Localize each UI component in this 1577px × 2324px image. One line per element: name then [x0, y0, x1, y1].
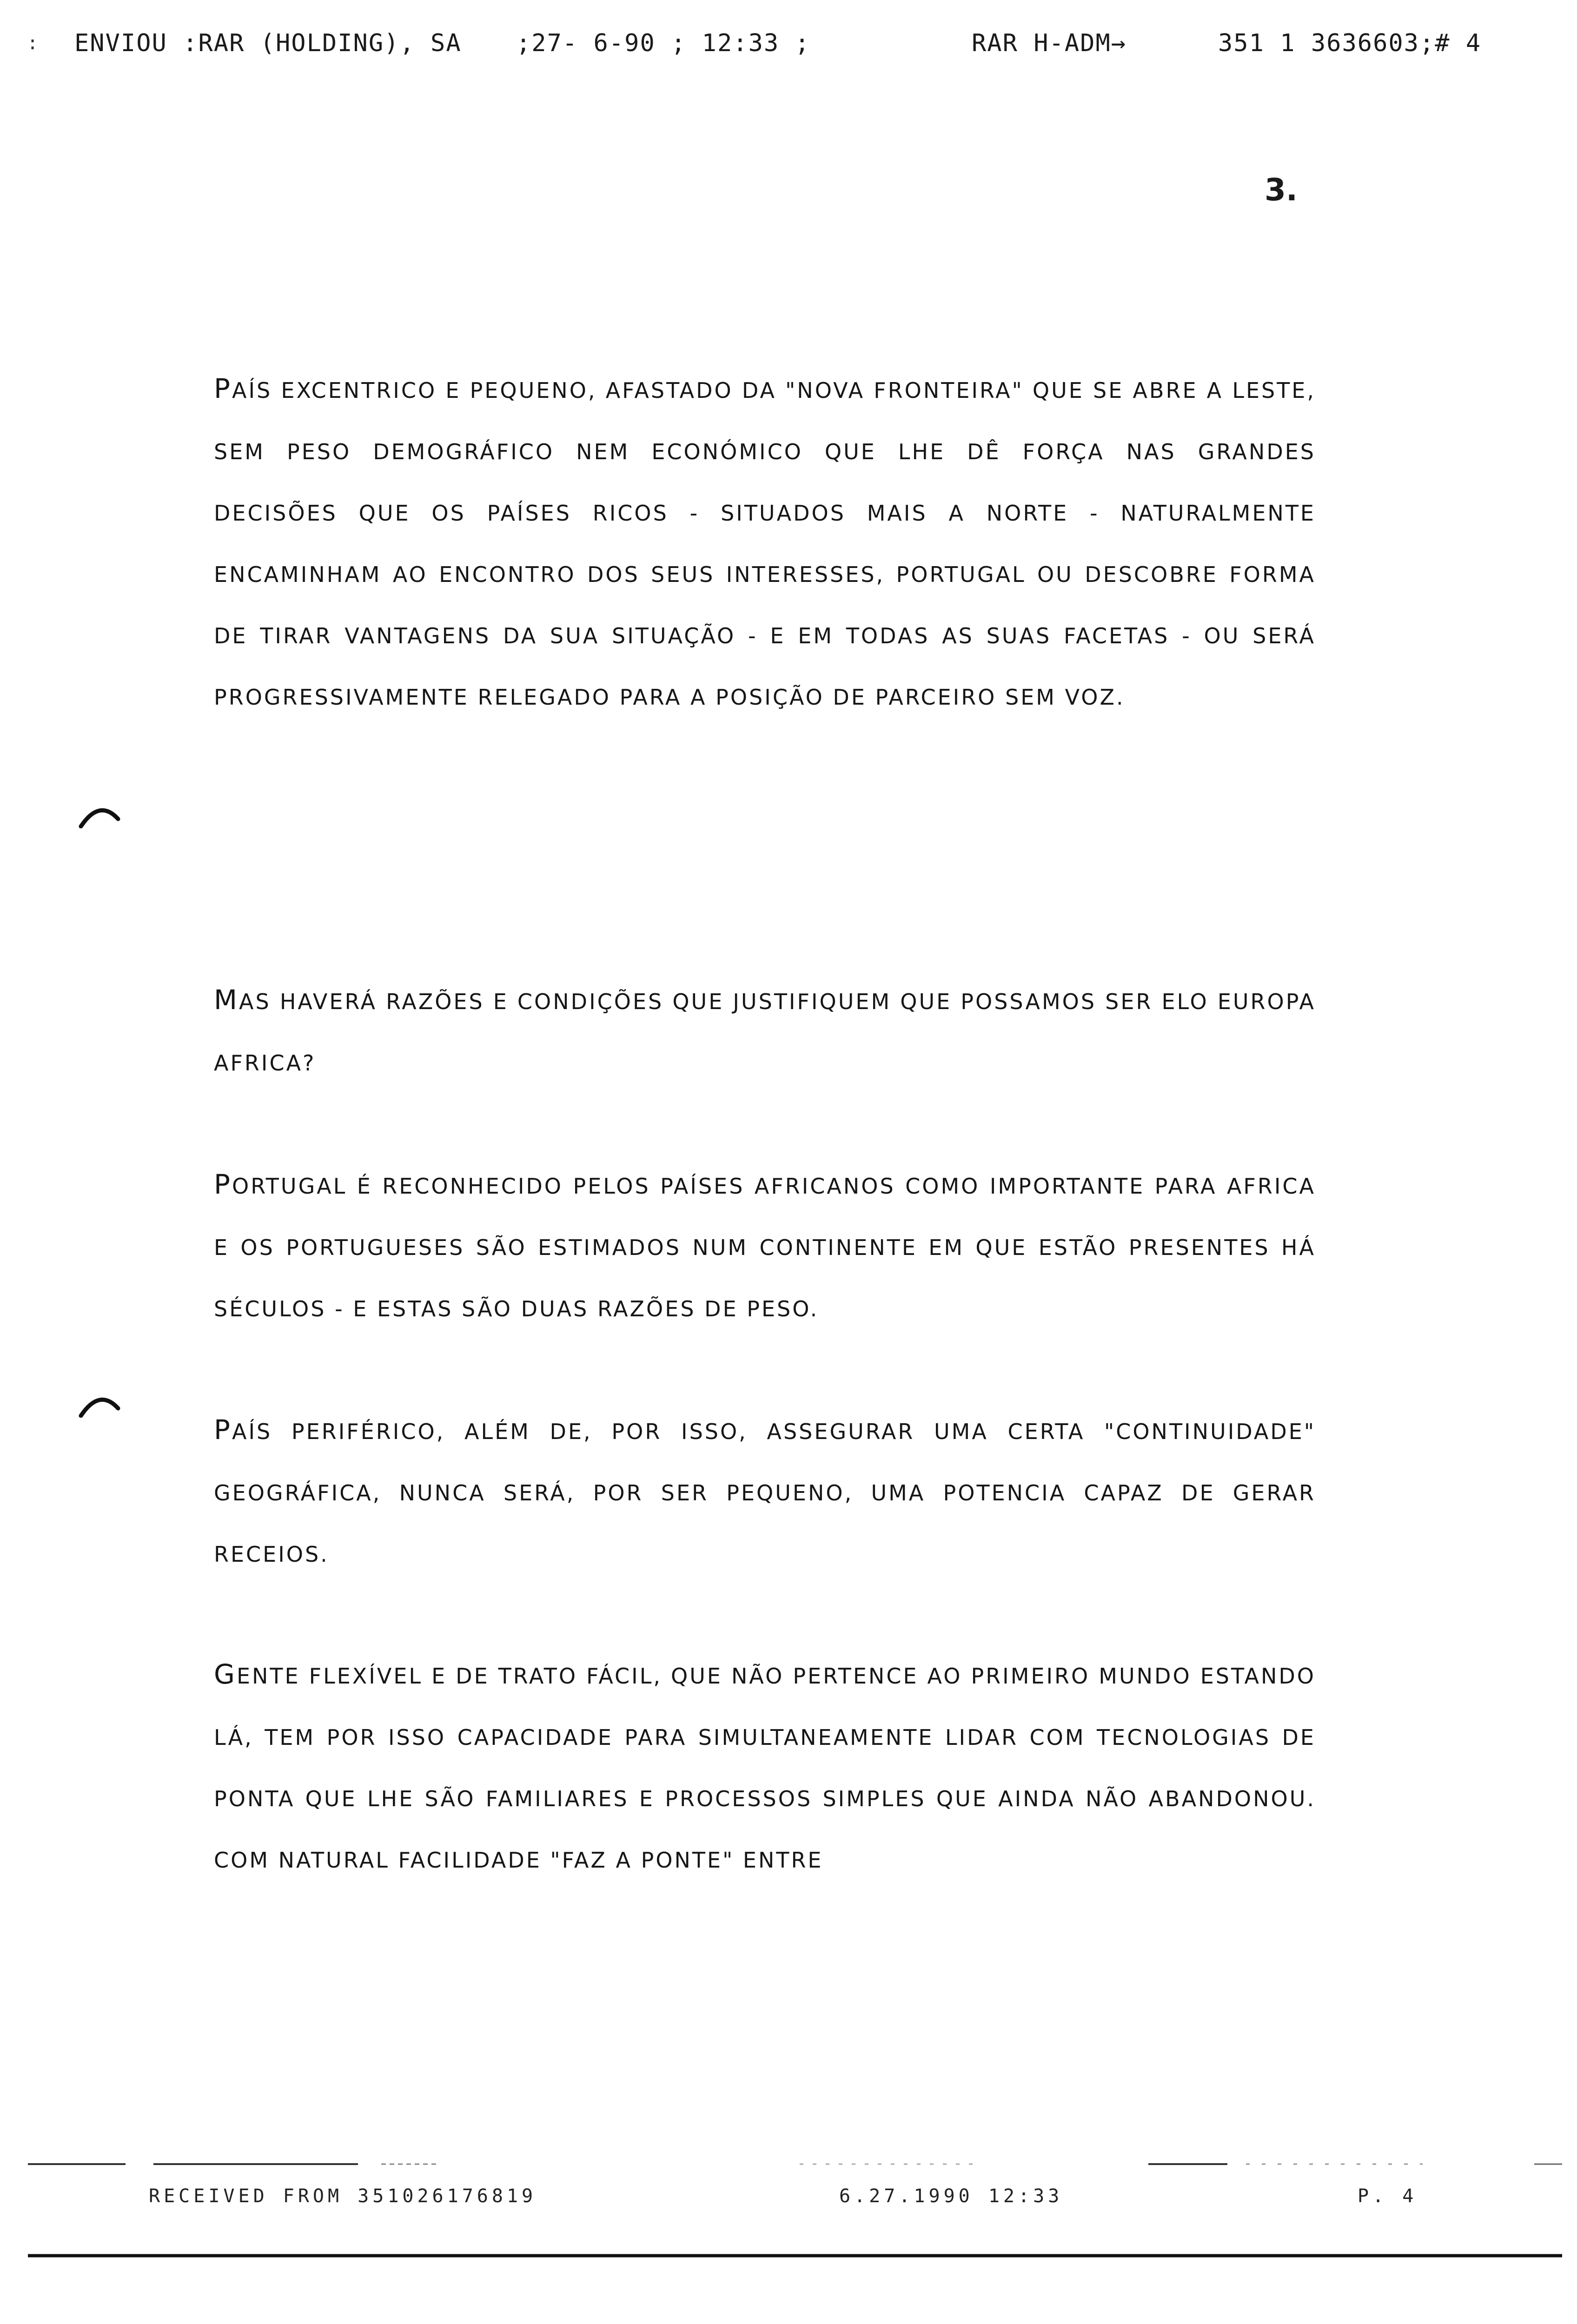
punch-hole-mark-icon	[78, 800, 121, 828]
paragraph-3	[214, 1154, 1316, 1340]
paragraph-text: ORTUGAL É RECONHECIDO PELOS PAÍSES AFRICANOS COMO IMPORTANTE PARA AFRICA E OS PORTUGUESES SÃO ESTIMADOS NUM CONTINENTE EM QUE ESTÃO PRESENTES HÁ SÉCULOS - E ESTAS SÃO DUAS RAZÕES DE PESO.	[214, 1174, 1316, 1321]
header-fax-number: 351 1 3636603;# 4	[1218, 29, 1482, 57]
paragraph-5	[214, 1644, 1316, 1891]
paragraph-text: AS HAVERÁ RAZÕES E CONDIÇÕES QUE JUSTIFIQUEM QUE POSSAMOS SER ELO EUROPA AFRICA?	[214, 989, 1316, 1076]
footer-rule	[28, 2253, 1562, 2258]
paragraph-initial: M	[214, 984, 239, 1016]
paragraph-1	[214, 358, 1316, 728]
page-number: 3.	[1265, 172, 1298, 208]
paragraph-text: AÍS PERIFÉRICO, ALÉM DE, POR ISSO, ASSEGURAR UMA CERTA "CONTINUIDADE" GEOGRÁFICA, NUNCA SERÁ, POR SER PEQUENO, UMA POTENCIA CAPAZ DE GERAR RECEIOS.	[214, 1419, 1316, 1567]
header-datetime: ;27- 6-90 ; 12:33 ;	[516, 29, 810, 57]
fax-transmission-header	[0, 22, 1577, 64]
header-sender: ENVIOU :RAR (HOLDING), SA	[74, 29, 462, 57]
header-marks: :	[27, 33, 40, 54]
paragraph-initial: G	[214, 1658, 237, 1690]
paragraph-initial: P	[214, 1414, 232, 1446]
paragraph-text: ENTE FLEXÍVEL E DE TRATO FÁCIL, QUE NÃO PERTENCE AO PRIMEIRO MUNDO ESTANDO LÁ, TEM POR ISSO CAPACIDADE PARA SIMULTANEAMENTE LIDAR COM TECNOLOGIAS DE PONTA QUE LHE SÃO FAMILIARES E PROCESSOS SIMPLES QUE AINDA NÃO ABANDONOU. COM NATURAL FACILIDADE "FAZ A PONTE" ENTRE	[214, 1664, 1316, 1873]
paragraph-text: AÍS EXCENTRICO E PEQUENO, AFASTADO DA "NOVA FRONTEIRA" QUE SE ABRE A LESTE, SEM PESO DEMOGRÁFICO NEM ECONÓMICO QUE LHE DÊ FORÇA NAS GRANDES DECISÕES QUE OS PAÍSES RICOS - SITUADOS MAIS A NORTE - NATURALMENTE ENCAMINHAM AO ENCONTRO DOS SEUS INTERESSES, PORTUGAL OU DESCOBRE FORMA DE TIRAR VANTAGENS DA SUA SITUAÇÃO - E EM TODAS AS SUAS FACETAS - OU SERÁ PROGRESSIVAMENTE RELEGADO PARA A POSIÇÃO DE PARCEIRO SEM VOZ.	[214, 378, 1316, 710]
footer-page: P. 4	[1358, 2185, 1418, 2207]
paragraph-2	[214, 969, 1316, 1094]
header-destination: RAR H-ADM→	[972, 29, 1127, 57]
paragraph-4	[214, 1399, 1316, 1585]
footer-dashed-line	[28, 2162, 1562, 2166]
paragraph-initial: P	[214, 1169, 232, 1200]
footer-received-from: RECEIVED FROM 351026176819	[149, 2185, 537, 2207]
footer-date-time: 6.27.1990 12:33	[839, 2185, 1063, 2207]
paragraph-initial: P	[214, 373, 232, 404]
punch-hole-mark-icon	[78, 1390, 121, 1418]
